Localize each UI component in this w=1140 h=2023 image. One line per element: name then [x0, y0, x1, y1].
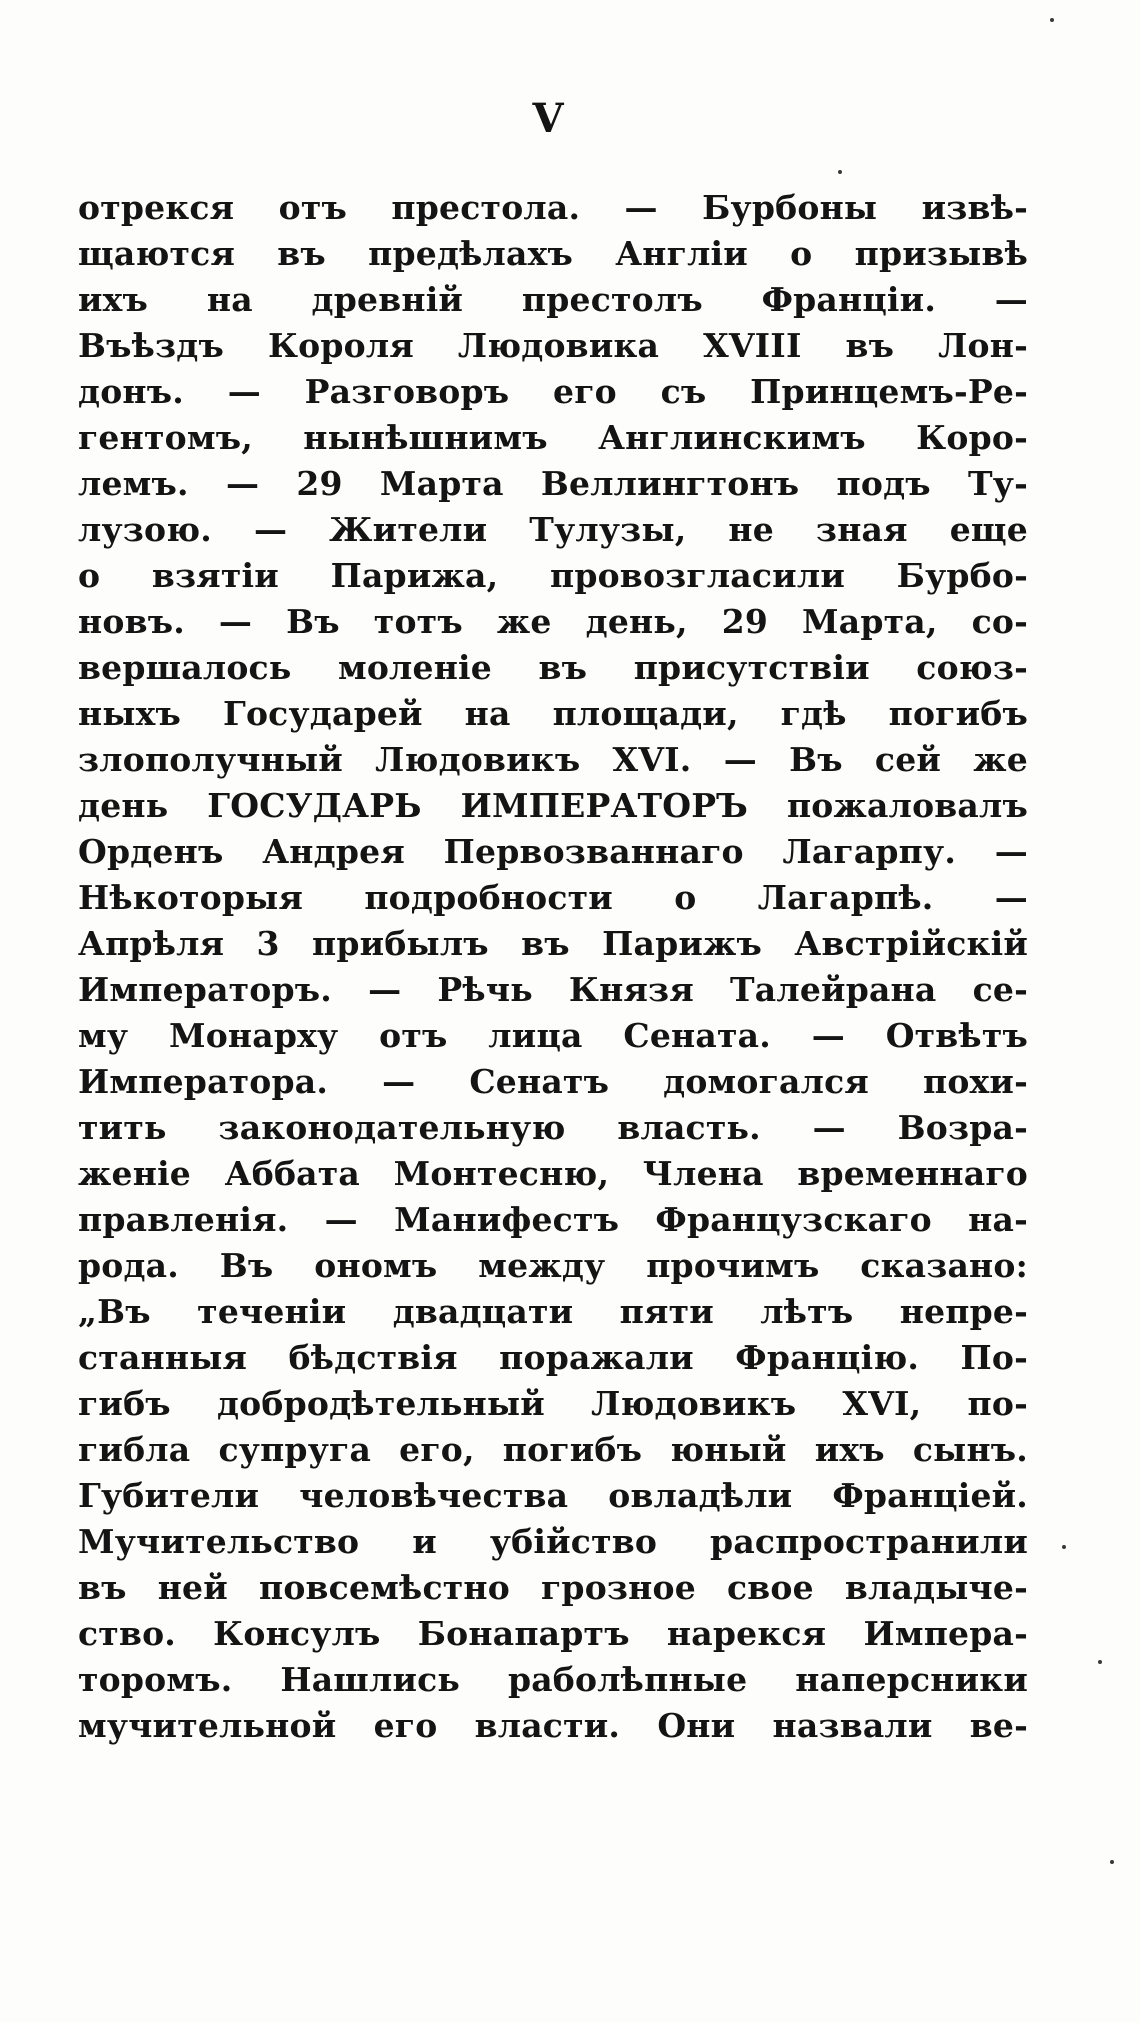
text-line: Губители человѣчества овладѣли Франціей. [78, 1476, 1028, 1515]
text-line: ство. Консулъ Бонапартъ нарекся Импера- [78, 1614, 1028, 1653]
text-line: Апрѣля 3 прибылъ въ Парижъ Австрійскій [78, 924, 1028, 963]
text-line: гибла супруга его, погибъ юный ихъ сынъ. [78, 1430, 1028, 1469]
print-speck [838, 170, 842, 174]
text-line: злополучный Людовикъ XVI. — Въ сей же [78, 740, 1028, 779]
text-line: донъ. — Разговоръ его съ Принцемъ-Ре- [78, 372, 1028, 411]
text-line: Въѣздъ Короля Людовика XVIII въ Лон- [78, 326, 1028, 365]
text-line: „Въ теченіи двадцати пяти лѣтъ непре- [78, 1292, 1028, 1331]
text-line: отрекся отъ престола. — Бурбоны извѣ- [78, 188, 1028, 227]
text-line: въ ней повсемѣстно грозное свое владыче- [78, 1568, 1028, 1607]
text-line: Орденъ Андрея Первозваннаго Лагарпу. — [78, 832, 1028, 871]
text-line: ныхъ Государей на площади, гдѣ погибъ [78, 694, 1028, 733]
text-line: правленія. — Манифестъ Французскаго на- [78, 1200, 1028, 1239]
text-line: вершалось моленіе въ присутствіи союз- [78, 648, 1028, 687]
text-line: тить законодательную власть. — Возра- [78, 1108, 1028, 1147]
text-line: гентомъ, нынѣшнимъ Англинскимъ Коро- [78, 418, 1028, 457]
text-line: щаются въ предѣлахъ Англіи о призывѣ [78, 234, 1028, 273]
text-line: мучительной его власти. Они назвали ве- [78, 1706, 1028, 1745]
text-line: рода. Въ ономъ между прочимъ сказано: [78, 1246, 1028, 1285]
text-line: Императора. — Сенатъ домогался похи- [78, 1062, 1028, 1101]
text-line: новъ. — Въ тотъ же день, 29 Марта, со- [78, 602, 1028, 641]
text-line: Императоръ. — Рѣчь Князя Талейрана се- [78, 970, 1028, 1009]
text-line: станныя бѣдствія поражали Францію. По- [78, 1338, 1028, 1377]
text-line: му Монарху отъ лица Сената. — Отвѣтъ [78, 1016, 1028, 1055]
print-speck [1050, 18, 1054, 22]
text-line: Нѣкоторыя подробности о Лагарпѣ. — [78, 878, 1028, 917]
text-line: Мучительство и убійство распространили [78, 1522, 1028, 1561]
text-line: о взятіи Парижа, провозгласили Бурбо- [78, 556, 1028, 595]
text-line: день ГОСУДАРЬ ИМПЕРАТОРЪ пожаловалъ [78, 786, 1028, 825]
print-speck [1098, 1660, 1102, 1664]
print-speck [1062, 1545, 1066, 1549]
text-line: торомъ. Нашлись раболѣпные наперсники [78, 1660, 1028, 1699]
print-speck [1110, 1860, 1114, 1864]
text-line: женіе Аббата Монтесню, Члена временнаго [78, 1154, 1028, 1193]
page-body-text [78, 185, 1028, 1749]
page-number: V [532, 95, 564, 142]
text-line: ихъ на древній престолъ Франціи. — [78, 280, 1028, 319]
text-line: лемъ. — 29 Марта Веллингтонъ подъ Ту- [78, 464, 1028, 503]
text-line: лузою. — Жители Тулузы, не зная еще [78, 510, 1028, 549]
text-line: гибъ добродѣтельный Людовикъ XVI, по- [78, 1384, 1028, 1423]
